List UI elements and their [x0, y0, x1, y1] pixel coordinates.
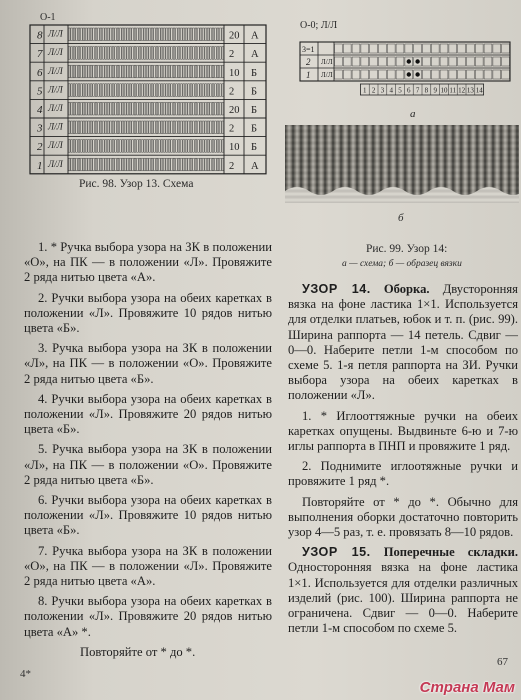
instruction-step: 5. Ручка выбора узора на ЗК в положении «Л», на ПК — в положении «О». Провяжите 2 ряда нитью цвета «Б».: [24, 442, 272, 487]
instruction-step: 4. Ручки выбора узора на обеих каретках в положении «Л». Провяжите 20 рядов нитью цвета «Б».: [24, 391, 272, 437]
needle-dot: [415, 59, 419, 63]
fig98-row-count: 10: [229, 142, 240, 154]
fig98-row-count: 2: [229, 123, 235, 135]
fig99-sub-a: а: [410, 108, 416, 120]
fig99-needle-number: 10: [440, 86, 448, 95]
fig98-row-count: 20: [229, 30, 240, 42]
instruction-step: 6. Ручки выбора узора на обеих каретках в положении «Л». Провяжите 10 рядов нитью цвета «Б».: [24, 493, 272, 538]
fig98-row-count: 2: [229, 160, 235, 172]
fig99-needle-number: 6: [407, 86, 411, 95]
fig99-chart: [298, 40, 518, 106]
fig98-row-mark: Л/Л: [48, 103, 63, 113]
fig98-row-color: А: [251, 49, 259, 61]
uzor14-name: Оборка.: [383, 282, 430, 296]
instruction-step: Повторяйте от * до *.: [80, 644, 196, 659]
fig98-row-mark: Л/Л: [48, 158, 63, 169]
fig98-chart: [28, 24, 268, 176]
fig98-row-color: А: [251, 30, 259, 42]
fig98-row-mark: Л/Л: [48, 121, 63, 132]
fig99-header: 3=1: [302, 45, 315, 54]
fig98-row-number: 6: [37, 66, 43, 79]
fig99-needle-number: 5: [398, 86, 402, 95]
fig99-needle-number: 14: [475, 86, 483, 95]
fig99-row-number: 2: [306, 57, 311, 67]
fig98-row-mark: Л/Л: [48, 28, 63, 39]
uzor14-heading: УЗОР 14.: [302, 282, 371, 296]
right-column: [288, 282, 518, 641]
fig99-caption: Рис. 99. Узор 14:: [366, 243, 448, 255]
fig98-row-color: Б: [251, 67, 258, 79]
fig98-row-count: 10: [229, 67, 240, 79]
needle-dot: [407, 59, 411, 63]
fig98-label: О-1: [40, 12, 56, 23]
fig98-row-color: Б: [251, 105, 258, 116]
fig98-row-mark: Л/Л: [48, 47, 63, 58]
instruction-step: 1. * Ручка выбора узора на ЗК в положении «О», на ПК — в положении «Л». Провяжите 2 ряда нитью цвета «А».: [24, 240, 272, 285]
fig99-needle-number: 4: [389, 86, 393, 95]
fig98-caption: Рис. 98. Узор 13. Схема: [79, 178, 194, 190]
fig98-row-count: 2: [229, 86, 235, 98]
watermark-logo: Страна Мам: [419, 679, 515, 696]
fig99-needle-number: 1: [363, 86, 367, 95]
uzor15-text: Односторонняя вязка на фоне ластика 1×1. Используется для отделки различных изделий (рис. 100). Ширина раппорта не ограничена. Сдвиг — 0—0. Наберите петли 1-м способом по схеме 5.: [288, 560, 518, 636]
fig99-needle-number: 9: [433, 86, 437, 95]
uzor15-name: Поперечные складки.: [383, 545, 518, 560]
knit-sample-photo: [285, 125, 519, 203]
instruction-step: 2. Ручки выбора узора на обеих каретках в положении «Л». Провяжите 10 рядов нитью цвета «Б».: [24, 290, 272, 336]
uzor14-repeat: Повторяйте от * до *. Обычно для выполнения оборки достаточно повторить узор 4—5 раз, т. е. провязать 8—10 рядов.: [288, 494, 518, 540]
ruffle-edge: [285, 181, 519, 203]
instruction-step: 7. Ручка выбора узора на ЗК в положении «О», на ПК — в положении «Л». Провяжите 2 ряда нитью цвета «А».: [24, 543, 272, 589]
fig99-needle-number: 12: [458, 86, 466, 95]
uzor15-paragraph: [288, 545, 518, 636]
needle-dot: [407, 72, 411, 76]
fig99-needle-number: 11: [449, 86, 457, 95]
fig99-row-mark: Л/Л: [321, 71, 333, 79]
page-number: 67: [497, 656, 508, 668]
fig98-row-color: Б: [251, 123, 258, 135]
instruction-step: 3. Ручка выбора узора на ЗК в положении «Л», на ПК — в положении «О». Провяжите 2 ряда нитью цвета «Б».: [24, 341, 272, 386]
fig99-needle-number: 2: [371, 86, 376, 95]
fig99-needle-number: 7: [415, 86, 420, 95]
instruction-step: 8. Ручки выбора узора на обеих каретках в положении «Л». Провяжите 20 рядов нитью цвета «А» *.: [24, 594, 272, 639]
fig98-row-number: 2: [37, 141, 43, 154]
fig98-row-number: 1: [37, 159, 43, 172]
uzor14-text: Двусторонняя вязка на фоне ластика 1×1. Используется для отделки платьев, юбок и т. п. (рис. 99). Ширина раппорта — 14 петель. Сдвиг — 0—0. Наберите петли 1-м способом по схеме 5. 1-я петля раппорта на ЗИ. Ручки выбора узора на обеих каретках в положении «Л».: [288, 282, 518, 403]
fig98-row-color: Б: [251, 142, 258, 154]
fig99-needle-number: 13: [466, 86, 474, 95]
uzor14-step-2: 2. Поднимите иглоотяжные ручки и провяжите 1 ряд *.: [288, 459, 518, 489]
fig98-grid: [30, 25, 266, 174]
fig98-row-number: 7: [37, 48, 43, 61]
fig98-row-number: 5: [37, 85, 43, 98]
fig98-row-count: 20: [229, 105, 240, 116]
fig98-row-mark: Л/Л: [48, 140, 63, 151]
fig99-row-mark: Л/Л: [321, 58, 333, 66]
fig99-label: О-0; Л/Л: [300, 20, 338, 31]
needle-dot: [415, 72, 419, 76]
fig98-row-color: А: [251, 160, 259, 172]
fig99-row-number: 1: [306, 70, 311, 80]
fig99-sub-b: б: [398, 212, 404, 224]
footer-left-mark: 4*: [20, 668, 31, 680]
fig98-row-mark: Л/Л: [48, 84, 63, 95]
fig99-subcaption: а — схема; б — образец вязки: [342, 259, 462, 269]
fig99-needle-number: 8: [424, 86, 429, 95]
fig99-needle-number: 3: [380, 86, 385, 95]
fig98-row-number: 3: [37, 122, 43, 135]
fig98-row-number: 8: [37, 29, 43, 42]
uzor14-step-1: 1. * Иглооттяжные ручки на обеих каретках опущены. Выдвиньте 6-ю и 7-ю иглы раппорта в ПНП и провяжите 1 ряд.: [288, 408, 518, 454]
fig98-row-mark: Л/Л: [48, 65, 63, 76]
fig98-row-count: 2: [229, 49, 235, 61]
fig99-grid: [300, 42, 510, 95]
left-column: [24, 240, 272, 665]
uzor15-heading: УЗОР 15.: [302, 545, 371, 560]
fig98-row-number: 4: [37, 104, 43, 116]
uzor14-paragraph: [288, 282, 518, 404]
fig98-row-color: Б: [251, 86, 258, 98]
